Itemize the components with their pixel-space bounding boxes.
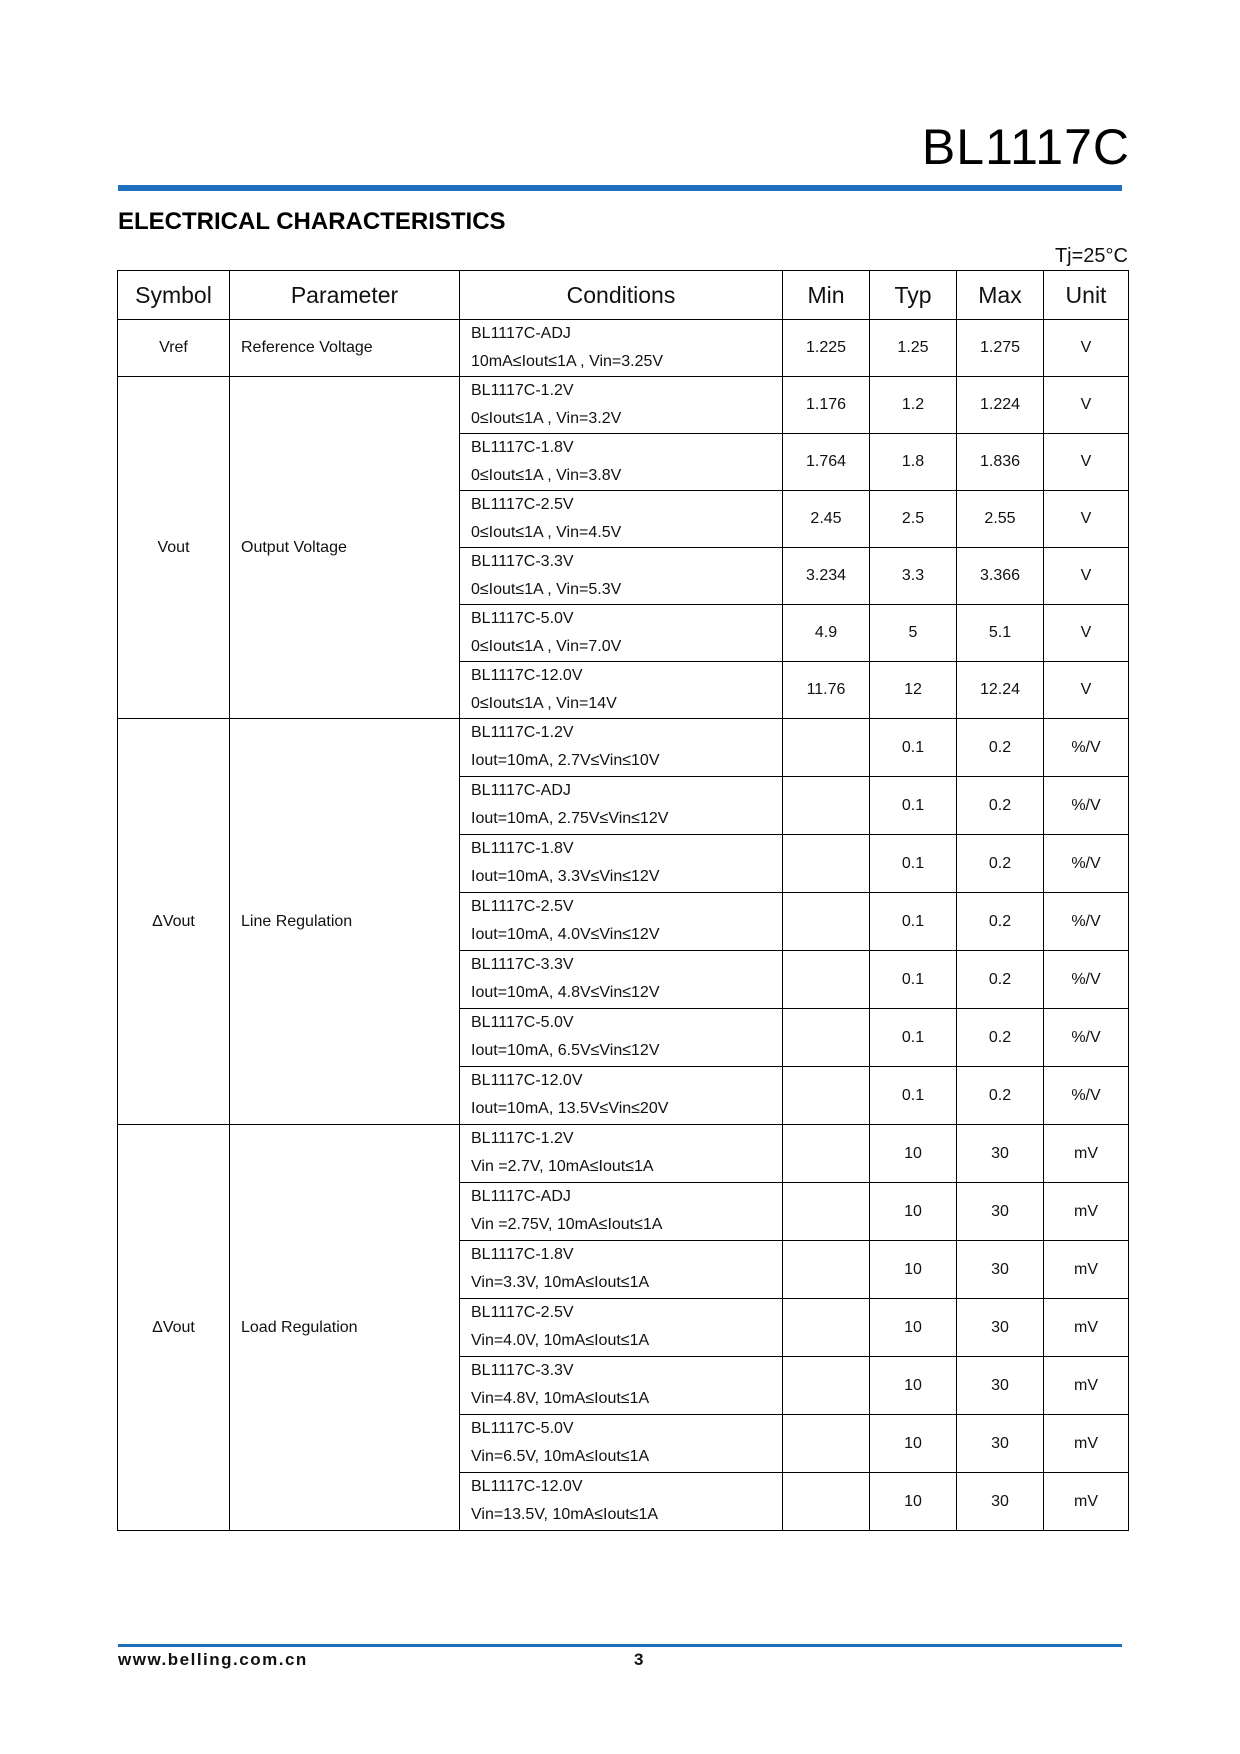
cell-min: 1.225 xyxy=(783,320,870,377)
condition-part: BL1117C-1.2V xyxy=(471,1130,574,1147)
group-line-regulation xyxy=(118,719,1129,1125)
table-row xyxy=(118,320,1129,377)
cell-unit: %/V xyxy=(1044,1009,1129,1067)
cell-typ: 5 xyxy=(870,605,957,662)
cell-min xyxy=(783,1125,870,1183)
group-vout xyxy=(118,377,1129,719)
cell-typ: 0.1 xyxy=(870,1009,957,1067)
cell-max: 1.275 xyxy=(957,320,1044,377)
cell-conditions xyxy=(460,951,783,1009)
condition-part: BL1117C-ADJ xyxy=(471,1188,571,1205)
cell-min: 3.234 xyxy=(783,548,870,605)
cell-conditions xyxy=(460,1067,783,1125)
condition-part: BL1117C-ADJ xyxy=(471,325,571,342)
cell-typ: 10 xyxy=(870,1415,957,1473)
cell-unit: V xyxy=(1044,491,1129,548)
cell-unit: mV xyxy=(1044,1473,1129,1531)
condition-test: 0≤Iout≤1A , Vin=5.3V xyxy=(471,581,622,598)
cell-min xyxy=(783,1415,870,1473)
cell-conditions xyxy=(460,1415,783,1473)
cell-max: 0.2 xyxy=(957,777,1044,835)
condition-part: BL1117C-1.2V xyxy=(471,382,574,399)
cell-max: 30 xyxy=(957,1473,1044,1531)
cell-symbol: ΔVout xyxy=(118,1125,230,1531)
cell-min xyxy=(783,835,870,893)
condition-test: Iout=10mA, 2.7V≤Vin≤10V xyxy=(471,752,660,769)
cell-unit: mV xyxy=(1044,1415,1129,1473)
cell-typ: 12 xyxy=(870,662,957,719)
cell-max: 1.836 xyxy=(957,434,1044,491)
cell-min xyxy=(783,1067,870,1125)
condition-test: Vin=4.0V, 10mA≤Iout≤1A xyxy=(471,1332,650,1349)
cell-max: 0.2 xyxy=(957,835,1044,893)
condition-part: BL1117C-2.5V xyxy=(471,1304,574,1321)
cell-max: 0.2 xyxy=(957,893,1044,951)
cell-conditions xyxy=(460,1125,783,1183)
condition-part: BL1117C-3.3V xyxy=(471,553,574,570)
group-vref xyxy=(118,320,1129,377)
condition-part: BL1117C-1.8V xyxy=(471,1246,574,1263)
header-symbol: Symbol xyxy=(118,271,230,320)
condition-part: BL1117C-5.0V xyxy=(471,610,574,627)
footer-divider xyxy=(118,1644,1122,1647)
condition-test: 0≤Iout≤1A , Vin=4.5V xyxy=(471,524,622,541)
condition-part: BL1117C-2.5V xyxy=(471,496,574,513)
cell-conditions xyxy=(460,377,783,434)
table-row xyxy=(118,377,1129,434)
cell-unit: mV xyxy=(1044,1241,1129,1299)
cell-typ: 1.8 xyxy=(870,434,957,491)
electrical-characteristics-table xyxy=(117,270,1129,1531)
cell-unit: %/V xyxy=(1044,777,1129,835)
cell-symbol: Vref xyxy=(118,320,230,377)
condition-test: Vin=13.5V, 10mA≤Iout≤1A xyxy=(471,1506,659,1523)
condition-test: Iout=10mA, 6.5V≤Vin≤12V xyxy=(471,1042,660,1059)
condition-part: BL1117C-1.8V xyxy=(471,439,574,456)
cell-max: 0.2 xyxy=(957,1009,1044,1067)
condition-test: Iout=10mA, 13.5V≤Vin≤20V xyxy=(471,1100,669,1117)
cell-max: 2.55 xyxy=(957,491,1044,548)
cell-max: 0.2 xyxy=(957,1067,1044,1125)
condition-test: 0≤Iout≤1A , Vin=3.8V xyxy=(471,467,622,484)
cell-max: 0.2 xyxy=(957,719,1044,777)
cell-conditions xyxy=(460,835,783,893)
header-max: Max xyxy=(957,271,1044,320)
cell-symbol: ΔVout xyxy=(118,719,230,1125)
cell-parameter: Line Regulation xyxy=(230,719,460,1125)
cell-min xyxy=(783,719,870,777)
header-min: Min xyxy=(783,271,870,320)
cell-min xyxy=(783,1183,870,1241)
condition-part: BL1117C-ADJ xyxy=(471,782,571,799)
cell-conditions xyxy=(460,491,783,548)
cell-min: 1.176 xyxy=(783,377,870,434)
condition-test: 10mA≤Iout≤1A , Vin=3.25V xyxy=(471,353,664,370)
cell-unit: V xyxy=(1044,548,1129,605)
group-load-regulation xyxy=(118,1125,1129,1531)
cell-max: 3.366 xyxy=(957,548,1044,605)
cell-unit: V xyxy=(1044,605,1129,662)
condition-part: BL1117C-5.0V xyxy=(471,1420,574,1437)
condition-test: Iout=10mA, 4.0V≤Vin≤12V xyxy=(471,926,660,943)
cell-conditions xyxy=(460,1473,783,1531)
cell-unit: V xyxy=(1044,434,1129,491)
cell-typ: 0.1 xyxy=(870,893,957,951)
cell-min xyxy=(783,1357,870,1415)
cell-typ: 10 xyxy=(870,1299,957,1357)
cell-max: 12.24 xyxy=(957,662,1044,719)
condition-test: 0≤Iout≤1A , Vin=7.0V xyxy=(471,638,622,655)
condition-part: BL1117C-5.0V xyxy=(471,1014,574,1031)
header-conditions: Conditions xyxy=(460,271,783,320)
header-parameter: Parameter xyxy=(230,271,460,320)
cell-conditions xyxy=(460,434,783,491)
footer-url: www.belling.com.cn xyxy=(118,1650,308,1669)
cell-unit: mV xyxy=(1044,1357,1129,1415)
cell-min xyxy=(783,893,870,951)
cell-conditions xyxy=(460,777,783,835)
section-title: ELECTRICAL CHARACTERISTICS xyxy=(118,208,506,235)
cell-max: 0.2 xyxy=(957,951,1044,1009)
cell-min: 11.76 xyxy=(783,662,870,719)
cell-min: 4.9 xyxy=(783,605,870,662)
cell-unit: V xyxy=(1044,320,1129,377)
cell-max: 5.1 xyxy=(957,605,1044,662)
cell-typ: 0.1 xyxy=(870,835,957,893)
cell-max: 30 xyxy=(957,1183,1044,1241)
cell-symbol: Vout xyxy=(118,377,230,719)
cell-typ: 2.5 xyxy=(870,491,957,548)
cell-min xyxy=(783,951,870,1009)
cell-conditions xyxy=(460,1009,783,1067)
cell-typ: 1.25 xyxy=(870,320,957,377)
cell-unit: %/V xyxy=(1044,719,1129,777)
cell-unit: %/V xyxy=(1044,1067,1129,1125)
cell-typ: 0.1 xyxy=(870,719,957,777)
cell-typ: 0.1 xyxy=(870,777,957,835)
table-row xyxy=(118,719,1129,777)
condition-part: BL1117C-12.0V xyxy=(471,667,583,684)
cell-typ: 10 xyxy=(870,1125,957,1183)
cell-conditions xyxy=(460,548,783,605)
condition-test: 0≤Iout≤1A , Vin=14V xyxy=(471,695,617,712)
cell-max: 30 xyxy=(957,1299,1044,1357)
temperature-note: Tj=25°C xyxy=(1054,245,1128,267)
cell-unit: mV xyxy=(1044,1183,1129,1241)
cell-typ: 10 xyxy=(870,1473,957,1531)
condition-test: Vin =2.75V, 10mA≤Iout≤1A xyxy=(471,1216,663,1233)
condition-part: BL1117C-2.5V xyxy=(471,898,574,915)
cell-max: 30 xyxy=(957,1125,1044,1183)
condition-test: Vin=4.8V, 10mA≤Iout≤1A xyxy=(471,1390,650,1407)
cell-min xyxy=(783,1241,870,1299)
cell-conditions xyxy=(460,1357,783,1415)
condition-part: BL1117C-1.8V xyxy=(471,840,574,857)
cell-unit: mV xyxy=(1044,1125,1129,1183)
cell-typ: 10 xyxy=(870,1183,957,1241)
cell-min xyxy=(783,1009,870,1067)
cell-typ: 0.1 xyxy=(870,1067,957,1125)
condition-part: BL1117C-3.3V xyxy=(471,1362,574,1379)
cell-typ: 1.2 xyxy=(870,377,957,434)
document-title: BL1117C xyxy=(921,119,1130,175)
cell-min xyxy=(783,1299,870,1357)
condition-test: Iout=10mA, 2.75V≤Vin≤12V xyxy=(471,810,669,827)
cell-unit: %/V xyxy=(1044,835,1129,893)
condition-part: BL1117C-3.3V xyxy=(471,956,574,973)
cell-unit: %/V xyxy=(1044,951,1129,1009)
cell-min: 2.45 xyxy=(783,491,870,548)
cell-unit: V xyxy=(1044,662,1129,719)
cell-conditions xyxy=(460,1241,783,1299)
cell-typ: 3.3 xyxy=(870,548,957,605)
cell-max: 30 xyxy=(957,1357,1044,1415)
cell-conditions xyxy=(460,605,783,662)
header-unit: Unit xyxy=(1044,271,1129,320)
condition-test: 0≤Iout≤1A , Vin=3.2V xyxy=(471,410,622,427)
cell-conditions xyxy=(460,893,783,951)
cell-parameter: Output Voltage xyxy=(230,377,460,719)
page-number: 3 xyxy=(634,1650,644,1669)
cell-max: 1.224 xyxy=(957,377,1044,434)
cell-typ: 10 xyxy=(870,1241,957,1299)
cell-conditions xyxy=(460,1183,783,1241)
cell-conditions xyxy=(460,1299,783,1357)
condition-part: BL1117C-12.0V xyxy=(471,1072,583,1089)
cell-max: 30 xyxy=(957,1415,1044,1473)
cell-min: 1.764 xyxy=(783,434,870,491)
header-divider xyxy=(118,185,1122,191)
cell-min xyxy=(783,1473,870,1531)
cell-max: 30 xyxy=(957,1241,1044,1299)
cell-unit: V xyxy=(1044,377,1129,434)
header-typ: Typ xyxy=(870,271,957,320)
condition-test: Vin =2.7V, 10mA≤Iout≤1A xyxy=(471,1158,654,1175)
cell-min xyxy=(783,777,870,835)
condition-part: BL1117C-12.0V xyxy=(471,1478,583,1495)
cell-unit: %/V xyxy=(1044,893,1129,951)
cell-conditions xyxy=(460,719,783,777)
cell-parameter: Load Regulation xyxy=(230,1125,460,1531)
cell-conditions xyxy=(460,662,783,719)
cell-conditions xyxy=(460,320,783,377)
cell-parameter: Reference Voltage xyxy=(230,320,460,377)
table-row xyxy=(118,1125,1129,1183)
condition-test: Iout=10mA, 4.8V≤Vin≤12V xyxy=(471,984,660,1001)
condition-part: BL1117C-1.2V xyxy=(471,724,574,741)
condition-test: Vin=3.3V, 10mA≤Iout≤1A xyxy=(471,1274,650,1291)
condition-test: Vin=6.5V, 10mA≤Iout≤1A xyxy=(471,1448,650,1465)
table-header-row xyxy=(118,271,1129,320)
cell-typ: 10 xyxy=(870,1357,957,1415)
cell-typ: 0.1 xyxy=(870,951,957,1009)
condition-test: Iout=10mA, 3.3V≤Vin≤12V xyxy=(471,868,660,885)
cell-unit: mV xyxy=(1044,1299,1129,1357)
